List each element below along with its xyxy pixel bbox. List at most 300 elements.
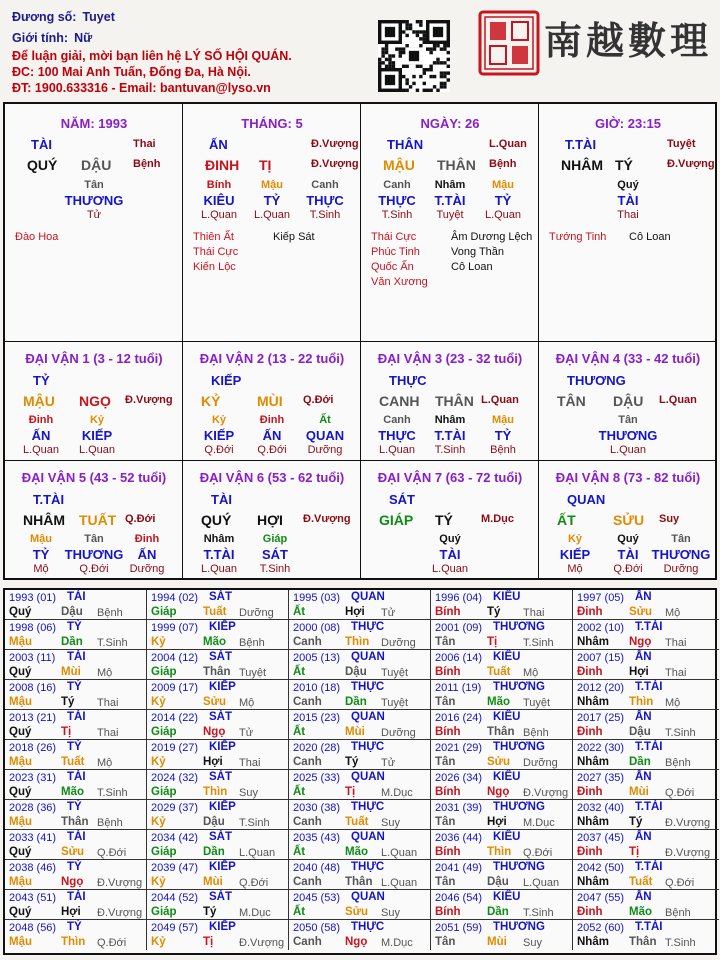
year-cell (289, 890, 431, 920)
year-stem: Kỷ (151, 636, 166, 648)
year-branch: Dậu (629, 726, 651, 738)
year-label: 2011 (19) (435, 682, 482, 694)
year-status: Bệnh (523, 727, 549, 739)
year-god: THƯƠNG (493, 741, 545, 753)
hidden-god: TỶ (263, 193, 281, 208)
year-label: 2000 (08) (293, 622, 341, 634)
heavenly-stem: NHÂM (561, 157, 603, 173)
year-label: 2025 (33) (293, 772, 341, 784)
hidden-god: THƯƠNG (64, 193, 124, 208)
year-status: Dưỡng (381, 727, 416, 739)
dai-van-hidden-stem: Kỷ (89, 414, 105, 426)
year-label: 2035 (43) (293, 832, 341, 844)
year-god: TÀI (67, 711, 86, 723)
year-cell (289, 860, 431, 890)
dai-van-branch: SỬU (613, 512, 645, 528)
pillar-2 (361, 104, 539, 342)
special-star: Âm Dương Lệch (451, 231, 533, 243)
year-god: T.TÀI (635, 741, 663, 753)
year-status: Q.Đới (665, 787, 695, 799)
year-stem: Quý (9, 906, 32, 918)
year-label: 2008 (16) (9, 682, 57, 694)
dai-van-hidden-status: L.Quan (609, 444, 647, 456)
year-stem: Canh (293, 936, 322, 948)
year-branch: Tị (345, 786, 356, 798)
dai-van-stem-god: KIẾP (211, 373, 242, 388)
year-label: 2010 (18) (293, 682, 341, 694)
heavenly-stem: MẬU (383, 157, 415, 173)
year-stem: Nhâm (577, 936, 609, 948)
year-stem: Kỷ (151, 876, 166, 888)
year-god: THỰC (351, 801, 385, 813)
year-god: TÀI (67, 651, 86, 663)
year-status: T.Sinh (97, 787, 128, 799)
year-cell (431, 770, 573, 800)
dai-van-hidden-god: QUAN (305, 428, 345, 443)
year-god: TỶ (67, 621, 82, 633)
year-stem: Đinh (577, 606, 603, 618)
year-stem: Giáp (151, 726, 177, 738)
year-stem: Quý (9, 606, 32, 618)
year-branch: Mùi (629, 786, 649, 798)
year-branch: Hợi (345, 606, 365, 618)
year-label: 2014 (22) (151, 712, 199, 724)
year-cell (5, 770, 147, 800)
year-god: ẤN (635, 771, 652, 783)
year-status: Tuyệt (239, 667, 267, 679)
dai-van-stem: KỶ (201, 393, 221, 409)
seal-stamp-icon (478, 10, 540, 76)
year-cell (573, 590, 719, 620)
year-cell (431, 860, 573, 890)
year-god: QUAN (351, 591, 385, 603)
pillar-title: NĂM: 1993 (60, 116, 128, 131)
year-stem: Quý (9, 846, 32, 858)
hidden-status: T.Sinh (381, 209, 413, 221)
year-stem: Đinh (577, 786, 603, 798)
earthly-branch: TÝ (615, 157, 633, 173)
year-label: 2004 (12) (151, 652, 199, 664)
special-star: Kiếp Sát (273, 231, 315, 243)
special-star: Cô Loan (451, 261, 493, 273)
year-label: 2046 (54) (435, 892, 483, 904)
year-branch: Hợi (487, 816, 507, 828)
year-cell (5, 830, 147, 860)
hidden-status: Tuyệt (436, 209, 464, 221)
dai-van-title: ĐẠI VẬN 8 (73 - 82 tuổi) (555, 470, 701, 485)
year-god: KIẾP (209, 681, 236, 693)
year-stem: Quý (9, 666, 32, 678)
year-cell (5, 890, 147, 920)
year-label: 2044 (52) (151, 892, 199, 904)
year-cell (289, 740, 431, 770)
dai-van-status: L.Quan (659, 394, 697, 406)
year-label: 2029 (37) (151, 802, 199, 814)
year-god: T.TÀI (635, 921, 663, 933)
dai-van-hidden-status: Dưỡng (307, 444, 343, 456)
year-stem: Canh (293, 636, 322, 648)
year-cell (5, 740, 147, 770)
year-label: 2032 (40) (577, 802, 625, 814)
heavenly-stem: ĐINH (205, 157, 240, 173)
year-god: QUAN (351, 831, 385, 843)
year-label: 2043 (51) (9, 892, 57, 904)
year-branch: Tý (629, 816, 643, 828)
year-label: 1995 (03) (293, 592, 341, 604)
dai-van-hidden-stem: Nhâm (203, 533, 235, 545)
year-label: 2003 (11) (9, 652, 56, 664)
year-label: 2013 (21) (9, 712, 57, 724)
year-branch: Thìn (203, 786, 228, 798)
special-star: Thái Cực (193, 246, 239, 258)
year-label: 2028 (36) (9, 802, 57, 814)
year-god: ẤN (635, 711, 652, 723)
year-branch: Tuất (203, 606, 227, 618)
year-cell (5, 920, 147, 950)
year-stem: Nhâm (577, 876, 609, 888)
year-label: 2026 (34) (435, 772, 483, 784)
year-god: QUAN (351, 891, 385, 903)
contact-invite: Để luận giải, mời bạn liên hệ LÝ SỐ HỘI QUÁN. (12, 49, 292, 63)
hidden-stem: Quý (617, 179, 639, 191)
dai-van-status: M.Dục (481, 513, 514, 525)
year-branch: Tý (203, 906, 217, 918)
dai-van-hidden-status: Bệnh (490, 444, 516, 456)
year-label: 2017 (25) (577, 712, 625, 724)
dai-van-hidden-stem: Tân (671, 533, 691, 545)
year-branch: Dậu (487, 876, 509, 888)
year-status: Tuyệt (381, 697, 409, 709)
year-god: KIẾP (209, 861, 236, 873)
year-label: 2050 (58) (293, 922, 341, 934)
year-branch: Dậu (345, 666, 367, 678)
year-god: TÀI (67, 771, 86, 783)
stem-status-label: L.Quan (489, 138, 527, 150)
header (0, 0, 720, 100)
hidden-stem: Mậu (261, 179, 283, 191)
year-label: 1998 (06) (9, 622, 57, 634)
year-label: 2027 (35) (577, 772, 625, 784)
year-branch: Dần (629, 756, 651, 768)
stem-status-label: Đ.Vượng (311, 138, 359, 150)
year-label: 2019 (27) (151, 742, 199, 754)
year-status: Mộ (523, 667, 539, 679)
year-cell (289, 800, 431, 830)
year-stem: Giáp (151, 906, 177, 918)
year-status: Đ.Vượng (97, 907, 143, 919)
year-stem: Đinh (577, 906, 603, 918)
year-status: Đ.Vượng (239, 937, 285, 949)
dai-van-hidden-god: THƯƠNG (651, 547, 711, 562)
year-stem: Canh (293, 696, 322, 708)
year-god: THƯƠNG (493, 621, 545, 633)
year-status: Đ.Vượng (665, 817, 711, 829)
year-god: TÀI (67, 831, 86, 843)
dai-van-stem-god: T.TÀI (33, 492, 65, 507)
year-label: 1994 (02) (151, 592, 199, 604)
year-stem: Ất (293, 666, 306, 678)
year-cell (147, 710, 289, 740)
year-branch: Sửu (487, 756, 511, 768)
dai-van-hidden-stem: Kỷ (567, 533, 583, 545)
year-god: SÁT (209, 891, 232, 903)
year-cell (147, 800, 289, 830)
stem-god-label: TÀI (31, 137, 52, 152)
year-cell (147, 680, 289, 710)
year-cell (147, 890, 289, 920)
year-god: TỶ (67, 921, 82, 933)
year-status: Tử (381, 757, 396, 769)
year-cell (431, 800, 573, 830)
dai-van-hidden-god: THƯƠNG (598, 428, 658, 443)
dai-van-hidden-stem: Nhâm (434, 414, 466, 426)
year-label: 2038 (46) (9, 862, 57, 874)
dai-van-branch: DẬU (613, 393, 644, 409)
dai-van-hidden-stem: Kỷ (211, 414, 227, 426)
hidden-god: TỶ (494, 193, 512, 208)
year-label: 2033 (41) (9, 832, 57, 844)
dai-van-hidden-god: TÀI (617, 547, 639, 562)
year-branch: Tị (629, 846, 640, 858)
dai-van-status: Đ.Vượng (125, 394, 173, 406)
year-god: KIÊU (493, 711, 521, 723)
year-status: Đ.Vượng (97, 877, 143, 889)
year-god: T.TÀI (635, 621, 663, 633)
year-stem: Kỷ (151, 696, 166, 708)
year-branch: Thìn (345, 636, 370, 648)
year-god: TÀI (67, 891, 86, 903)
hidden-stem: Bính (206, 179, 232, 191)
year-status: Thai (665, 667, 687, 679)
special-star: Thái Cực (371, 231, 417, 243)
year-branch: Mùi (203, 876, 223, 888)
year-branch: Tuất (487, 666, 511, 678)
dai-van-8 (539, 461, 717, 580)
dai-van-stem: CANH (379, 393, 420, 409)
year-branch: Sửu (629, 606, 653, 618)
year-stem: Ất (293, 726, 306, 738)
year-cell (573, 740, 719, 770)
year-branch: Sửu (345, 906, 369, 918)
special-star: Phúc Tinh (371, 246, 420, 258)
gender-label: Giới tính: (12, 31, 69, 45)
year-cell (573, 800, 719, 830)
year-branch: Dần (487, 906, 509, 918)
year-status: Dưỡng (523, 757, 558, 769)
year-label: 2041 (49) (435, 862, 483, 874)
qr-code-icon (378, 20, 450, 92)
year-label: 2047 (55) (577, 892, 625, 904)
dai-van-hidden-god: KIẾP (559, 547, 591, 562)
year-cell (431, 890, 573, 920)
year-stem: Bính (435, 846, 461, 858)
year-status: Dưỡng (239, 607, 274, 619)
year-label: 2006 (14) (435, 652, 483, 664)
year-god: TỶ (67, 801, 82, 813)
year-stem: Canh (293, 876, 322, 888)
year-label: 2016 (24) (435, 712, 483, 724)
year-status: Dưỡng (381, 637, 416, 649)
year-stem: Ất (293, 786, 306, 798)
year-god: KIẾP (209, 621, 236, 633)
year-branch: Ngọ (345, 936, 368, 948)
owner-label: Đương số: (12, 10, 77, 24)
year-cell (431, 680, 573, 710)
year-god: QUAN (351, 711, 385, 723)
hidden-status: L.Quan (253, 209, 291, 221)
hidden-status: T.Sinh (309, 209, 341, 221)
branch-status-label: Đ.Vượng (311, 158, 359, 170)
hidden-stem: Mậu (492, 179, 514, 191)
year-label: 2024 (32) (151, 772, 199, 784)
year-status: Đ.Vượng (523, 787, 569, 799)
pillar-0 (5, 104, 183, 342)
year-god: KIÊU (493, 651, 521, 663)
dai-van-hidden-god: THỰC (378, 428, 416, 443)
year-branch: Mùi (345, 726, 365, 738)
dai-van-hidden-god: TỶ (494, 428, 512, 443)
hidden-god: TÀI (617, 193, 639, 208)
year-cell (147, 590, 289, 620)
year-branch: Tuất (345, 816, 369, 828)
year-stem: Mậu (9, 876, 32, 888)
year-cell (5, 710, 147, 740)
year-stem: Tân (435, 756, 456, 768)
hidden-god: THỰC (306, 193, 344, 208)
year-branch: Thân (629, 936, 657, 948)
year-cell (5, 650, 147, 680)
year-status: M.Dục (381, 937, 413, 949)
year-cell (147, 920, 289, 950)
dai-van-hidden-god: TỶ (32, 547, 50, 562)
dai-van-hidden-status: Dưỡng (663, 563, 699, 575)
year-stem: Mậu (9, 756, 32, 768)
year-label: 2049 (57) (151, 922, 199, 934)
year-status: Đ.Vượng (665, 847, 711, 859)
dai-van-status: Đ.Vượng (303, 513, 351, 525)
annual-luck-table (3, 588, 717, 955)
dai-van-hidden-stem: Quý (617, 533, 639, 545)
year-cell (147, 860, 289, 890)
dai-van-branch: NGỌ (79, 393, 111, 409)
dai-van-stem-god: TÀI (211, 492, 232, 507)
year-cell (573, 920, 719, 950)
year-god: THỰC (351, 741, 385, 753)
dai-van-branch: MÙI (257, 393, 283, 409)
year-cell (573, 710, 719, 740)
year-branch: Tị (61, 726, 72, 738)
dai-van-title: ĐẠI VẬN 6 (53 - 62 tuổi) (199, 470, 345, 485)
year-branch: Tuất (629, 876, 653, 888)
dai-van-status: Suy (659, 513, 680, 525)
dai-van-1 (5, 342, 183, 461)
gender-line (12, 31, 92, 45)
year-status: Thai (665, 637, 687, 649)
hidden-god: KIÊU (203, 193, 235, 208)
special-star: Đào Hoa (15, 231, 59, 243)
year-status: L.Quan (523, 877, 560, 889)
year-god: SÁT (209, 771, 232, 783)
year-cell (289, 920, 431, 950)
year-status: T.Sinh (523, 907, 554, 919)
year-stem: Quý (9, 786, 32, 798)
year-cell (431, 740, 573, 770)
year-stem: Tân (435, 636, 456, 648)
dai-van-stem: ẤT (557, 512, 576, 528)
year-cell (289, 650, 431, 680)
year-god: TỶ (67, 861, 82, 873)
year-god: ẤN (635, 591, 652, 603)
year-god: THỰC (351, 921, 385, 933)
year-label: 2009 (17) (151, 682, 199, 694)
hidden-stem: Canh (383, 179, 411, 191)
pillar-3 (539, 104, 717, 342)
special-star: Cô Loan (629, 231, 671, 243)
dai-van-hidden-god: TÀI (439, 547, 461, 562)
dai-van-title: ĐẠI VẬN 7 (63 - 72 tuổi) (377, 470, 523, 485)
year-stem: Bính (435, 726, 461, 738)
year-branch: Thân (61, 816, 89, 828)
year-label: 2034 (42) (151, 832, 199, 844)
dai-van-hidden-status: L.Quan (431, 563, 469, 575)
year-label: 1996 (04) (435, 592, 483, 604)
stem-god-label: THÂN (387, 137, 424, 152)
year-cell (289, 710, 431, 740)
year-cell (147, 620, 289, 650)
year-stem: Đinh (577, 726, 603, 738)
year-branch: Dần (203, 846, 225, 858)
dai-van-hidden-god: T.TÀI (434, 428, 466, 443)
pillar-1 (183, 104, 361, 342)
earthly-branch: DẬU (81, 157, 112, 173)
dai-van-5 (5, 461, 183, 580)
year-god: ẤN (635, 831, 652, 843)
dai-van-hidden-status: L.Quan (200, 563, 238, 575)
special-star: Văn Xương (371, 276, 428, 288)
dai-van-stem-god: SÁT (389, 492, 415, 507)
year-status: Tuyệt (523, 697, 551, 709)
dai-van-stem-god: QUAN (567, 492, 606, 507)
year-label: 2040 (48) (293, 862, 341, 874)
year-status: Suy (381, 817, 400, 829)
hidden-god: T.TÀI (434, 193, 466, 208)
year-status: Q.Đới (239, 877, 269, 889)
dai-van-3 (361, 342, 539, 461)
year-status: Suy (239, 787, 258, 799)
year-god: THƯƠNG (493, 861, 545, 873)
year-label: 1999 (07) (151, 622, 199, 634)
year-stem: Mậu (9, 816, 32, 828)
year-cell (431, 590, 573, 620)
year-cell (147, 650, 289, 680)
year-status: Bệnh (97, 607, 123, 619)
year-branch: Tị (203, 936, 214, 948)
branch-status-label: Bệnh (133, 158, 161, 170)
year-label: 2042 (50) (577, 862, 625, 874)
year-status: L.Quan (239, 847, 276, 859)
year-branch: Tý (61, 696, 75, 708)
dai-van-hidden-status: Q.Đới (79, 563, 109, 575)
dai-van-branch: TÝ (435, 512, 453, 528)
year-god: THƯƠNG (493, 681, 545, 693)
dai-van-hidden-status: Mộ (33, 563, 49, 575)
year-stem: Giáp (151, 846, 177, 858)
year-god: KIÊU (493, 771, 521, 783)
year-branch: Mão (203, 636, 226, 648)
year-cell (289, 680, 431, 710)
dai-van-hidden-status: L.Quan (22, 444, 60, 456)
dai-van-title: ĐẠI VẬN 1 (3 - 12 tuổi) (25, 351, 163, 366)
